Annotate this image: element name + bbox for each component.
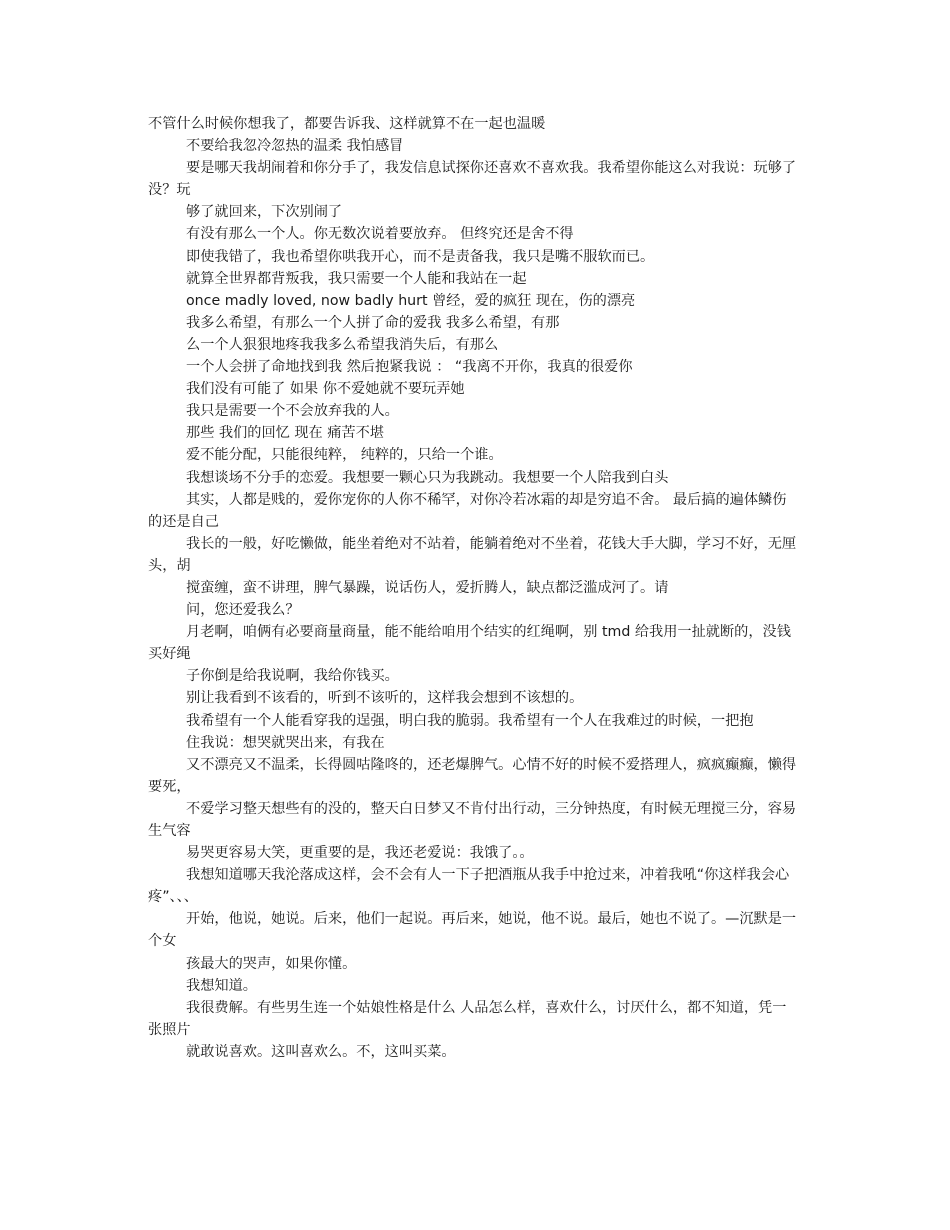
paragraph-7: 就算全世界都背叛我，我只需要一个人能和我站在一起 bbox=[186, 270, 527, 287]
paragraph-15: 爱不能分配，只能很纯粹， 纯粹的，只给一个谁。 bbox=[186, 447, 503, 464]
paragraph-19: 搅蛮缠，蛮不讲理，脾气暴躁，说话伤人，爱折腾人，缺点都泛滥成河了。请 bbox=[186, 579, 669, 596]
paragraph-11: 一个人会拼了命地找到我 然后抱紧我说 ： “我离不开你，我真的很爱你 bbox=[186, 359, 633, 376]
paragraph-12: 我们没有可能了 如果 你不爱她就不要玩弄她 bbox=[186, 381, 465, 398]
paragraph-3: 要是哪天我胡闹着和你分手了，我发信息试探你还喜欢不喜欢我。我希望你能这么对我说：玩够了没？玩 bbox=[148, 160, 797, 199]
paragraph-22: 子你倒是给我说啊，我给你钱买。 bbox=[186, 668, 399, 685]
paragraph-29: 我想知道哪天我沦落成这样，会不会有人一下子把酒瓶从我手中抢过来，冲着我吼“你这样我会心疼”、、、 bbox=[148, 867, 790, 906]
paragraph-2: 不要给我忽冷忽热的温柔 我怕感冒 bbox=[186, 138, 404, 155]
paragraph-8: once madly loved, now badly hurt 曾经，爱的疯狂 现在，伤的漂亮 bbox=[186, 292, 636, 309]
paragraph-17: 其实，人都是贱的，爱你宠你的人你不稀罕，对你冷若冰霜的却是穷追不舍。 最后搞的遍体鳞伤的还是自己 bbox=[148, 491, 787, 530]
paragraph-28: 易哭更容易大笑，更重要的是，我还老爱说：我饿了。。 bbox=[186, 845, 534, 862]
paragraph-31: 孩最大的哭声，如果你懂。 bbox=[186, 955, 357, 972]
paragraph-25: 住我说：想哭就哭出来，有我在 bbox=[186, 734, 385, 751]
paragraph-26: 又不漂亮又不温柔，长得圆咕隆咚的，还老爆脾气。心情不好的时候不爱搭理人，疯疯癫癫，懒得要死， bbox=[148, 756, 797, 795]
paragraph-9: 我多么希望，有那么一个人拼了命的爱我 我多么希望，有那 bbox=[186, 314, 560, 331]
paragraph-33: 我很费解。有些男生连一个姑娘性格是什么 人品怎么样，喜欢什么，讨厌什么，都不知道，凭一张照片 bbox=[148, 999, 787, 1038]
paragraph-27: 不爱学习整天想些有的没的，整天白日梦又不肯付出行动，三分钟热度，有时候无理搅三分，容易生气容 bbox=[148, 800, 797, 839]
paragraph-24: 我希望有一个人能看穿我的逞强，明白我的脆弱。我希望有一个人在我难过的时候，一把抱 bbox=[186, 712, 754, 729]
document-page bbox=[148, 113, 800, 1063]
paragraph-16: 我想谈场不分手的恋爱。我想要一颗心只为我跳动。我想要一个人陪我到白头 bbox=[186, 469, 669, 486]
paragraph-14: 那些 我们的回忆 现在 痛苦不堪 bbox=[186, 425, 384, 442]
paragraph-13: 我只是需要一个不会放弃我的人。 bbox=[186, 403, 399, 420]
paragraph-6: 即使我错了，我也希望你哄我开心，而不是责备我，我只是嘴不服软而已。 bbox=[186, 248, 655, 265]
paragraph-34: 就敢说喜欢。这叫喜欢么。不，这叫买菜。 bbox=[186, 1043, 456, 1060]
paragraph-4: 够了就回来，下次别闹了 bbox=[186, 204, 343, 221]
paragraph-1: 不管什么时候你想我了，都要告诉我、这样就算不在一起也温暖 bbox=[148, 116, 546, 132]
paragraph-21: 月老啊，咱俩有必要商量商量，能不能给咱用个结实的红绳啊，别 tmd 给我用一扯就断的，没钱买好绳 bbox=[148, 624, 791, 663]
paragraph-10: 么一个人狠狠地疼我我多么希望我消失后，有那么 bbox=[186, 336, 499, 353]
paragraph-5: 有没有那么一个人。你无数次说着要放弃。 但终究还是舍不得 bbox=[186, 226, 574, 243]
paragraph-30: 开始，他说，她说。后来，他们一起说。再后来，她说，他不说。最后，她也不说了。—沉默是一个女 bbox=[148, 911, 797, 950]
paragraph-23: 别让我看到不该看的，听到不该听的，这样我会想到不该想的。 bbox=[186, 690, 584, 707]
paragraph-20: 问，您还爱我么？ bbox=[186, 602, 300, 619]
paragraph-18: 我长的一般，好吃懒做，能坐着绝对不站着，能躺着绝对不坐着，花钱大手大脚，学习不好，无厘头，胡 bbox=[148, 535, 797, 574]
paragraph-32: 我想知道。 bbox=[186, 977, 257, 994]
